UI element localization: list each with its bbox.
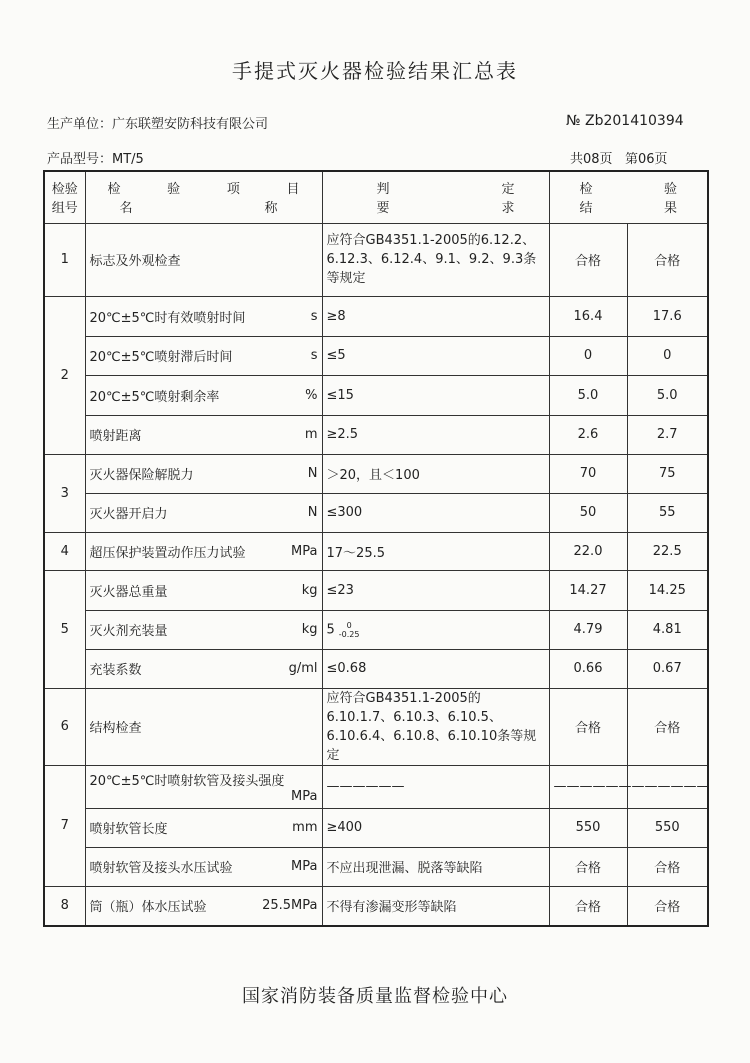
result-2: 75 [627, 454, 708, 493]
result-1: 4.79 [549, 610, 627, 649]
table-row [44, 415, 708, 454]
table-row [44, 610, 708, 649]
item-cell: 标志及外观检查 [85, 223, 322, 296]
model-line [47, 148, 144, 167]
item-cell: 20℃±5℃喷射剩余率 % [85, 375, 322, 415]
result-2: 5.0 [627, 375, 708, 415]
table-row [44, 296, 708, 336]
table-row [44, 886, 708, 926]
requirement-cell: ≤23 [322, 570, 549, 610]
header-requirement: 判 定 要 求 [322, 171, 549, 223]
result-2: 14.25 [627, 570, 708, 610]
requirement-cell: ≤0.68 [322, 649, 549, 688]
table-row [44, 532, 708, 570]
requirement-cell: ≤300 [322, 493, 549, 532]
table-row [44, 765, 708, 808]
tolerance: 0 -0.25 [338, 620, 360, 639]
group-number: 6 [44, 688, 85, 765]
result-2: 合格 [627, 847, 708, 886]
result-2: 0.67 [627, 649, 708, 688]
result-1: 合格 [549, 688, 627, 765]
item-cell: 筒（瓶）体水压试验 25.5MPa [85, 886, 322, 926]
group-number: 8 [44, 886, 85, 926]
header-row [44, 171, 708, 223]
group-number: 3 [44, 454, 85, 532]
result-1: 22.0 [549, 532, 627, 570]
result-2: —————— [627, 765, 708, 808]
result-1: 合格 [549, 847, 627, 886]
table-row [44, 649, 708, 688]
page-title: 手提式灭火器检验结果汇总表 [232, 59, 518, 83]
requirement-cell: ＞20，且＜100 [322, 454, 549, 493]
item-cell: 结构检查 [85, 688, 322, 765]
group-number: 5 [44, 570, 85, 688]
requirement-cell: 应符合GB4351.1-2005的6.12.2、6.12.3、6.12.4、9.1、9.2、9.3条等规定 [322, 223, 549, 296]
result-1: 16.4 [549, 296, 627, 336]
result-2: 合格 [627, 886, 708, 926]
item-cell: 灭火器开启力 N [85, 493, 322, 532]
result-1: 550 [549, 808, 627, 847]
item-cell: 充装系数 g/ml [85, 649, 322, 688]
requirement-cell: 不得有渗漏变形等缺陷 [322, 886, 549, 926]
group-number: 7 [44, 765, 85, 886]
item-cell: 灭火器总重量 kg [85, 570, 322, 610]
result-2: 4.81 [627, 610, 708, 649]
result-2: 55 [627, 493, 708, 532]
result-1: 0 [549, 336, 627, 375]
result-1: 2.6 [549, 415, 627, 454]
item-cell: 超压保护装置动作压力试验 MPa [85, 532, 322, 570]
item-cell: 喷射距离 m [85, 415, 322, 454]
item-cell: 灭火器保险解脱力 N [85, 454, 322, 493]
group-number: 2 [44, 296, 85, 454]
table-row [44, 375, 708, 415]
result-1: 合格 [549, 886, 627, 926]
result-2: 合格 [627, 223, 708, 296]
result-1: 0.66 [549, 649, 627, 688]
manufacturer-label: 生产单位： [47, 117, 113, 132]
requirement-cell: ≥2.5 [322, 415, 549, 454]
result-1: 14.27 [549, 570, 627, 610]
item-cell: 灭火剂充装量 kg [85, 610, 322, 649]
result-1: 合格 [549, 223, 627, 296]
page-current: 第06页 [624, 152, 668, 167]
result-2: 550 [627, 808, 708, 847]
manufacturer-value: 广东联塑安防科技有限公司 [112, 117, 269, 132]
table-row [44, 847, 708, 886]
issuer-footer: 国家消防装备质量监督检验中心 [242, 986, 508, 1007]
header-group: 检验 组号 [44, 171, 85, 223]
item-cell: 20℃±5℃时喷射软管及接头强度 MPa [85, 765, 322, 808]
item-cell: 喷射软管及接头水压试验 MPa [85, 847, 322, 886]
header-result: 检 验 结 果 [549, 171, 708, 223]
requirement-cell: 17～25.5 [322, 532, 549, 570]
table-row [44, 223, 708, 296]
item-cell: 20℃±5℃时有效喷射时间 s [85, 296, 322, 336]
page-total: 共08页 [570, 152, 613, 167]
result-1: 70 [549, 454, 627, 493]
report-number: № Zb201410394 [566, 113, 684, 129]
results-table [43, 170, 709, 927]
result-2: 17.6 [627, 296, 708, 336]
group-number: 1 [44, 223, 85, 296]
table-row [44, 336, 708, 375]
header-item: 检 验 项 目 名 称 [85, 171, 322, 223]
requirement-cell: 应符合GB4351.1-2005的6.10.1.7、6.10.3、6.10.5、6.10.6.4、6.10.8、6.10.10条等规定 [322, 688, 549, 765]
result-1: 5.0 [549, 375, 627, 415]
requirement-cell: ≤15 [322, 375, 549, 415]
item-cell: 20℃±5℃喷射滞后时间 s [85, 336, 322, 375]
table-row [44, 688, 708, 765]
results-table-wrap [43, 170, 710, 930]
requirement-cell: ≥8 [322, 296, 549, 336]
group-number: 4 [44, 532, 85, 570]
result-2: 2.7 [627, 415, 708, 454]
model-value: MT/5 [112, 152, 144, 167]
result-2: 0 [627, 336, 708, 375]
result-1: —————— [549, 765, 627, 808]
requirement-value: 5 [326, 622, 335, 637]
requirement-cell: ≥400 [322, 808, 549, 847]
result-2: 合格 [627, 688, 708, 765]
model-label: 产品型号： [47, 152, 113, 167]
result-1: 50 [549, 493, 627, 532]
result-2: 22.5 [627, 532, 708, 570]
table-row [44, 570, 708, 610]
manufacturer-line [47, 113, 268, 132]
table-row [44, 454, 708, 493]
item-cell: 喷射软管长度 mm [85, 808, 322, 847]
requirement-cell [322, 610, 549, 649]
requirement-cell: —————— [322, 765, 549, 808]
table-row [44, 808, 708, 847]
page-info [570, 148, 668, 167]
table-row [44, 493, 708, 532]
requirement-cell: ≤5 [322, 336, 549, 375]
requirement-cell: 不应出现泄漏、脱落等缺陷 [322, 847, 549, 886]
